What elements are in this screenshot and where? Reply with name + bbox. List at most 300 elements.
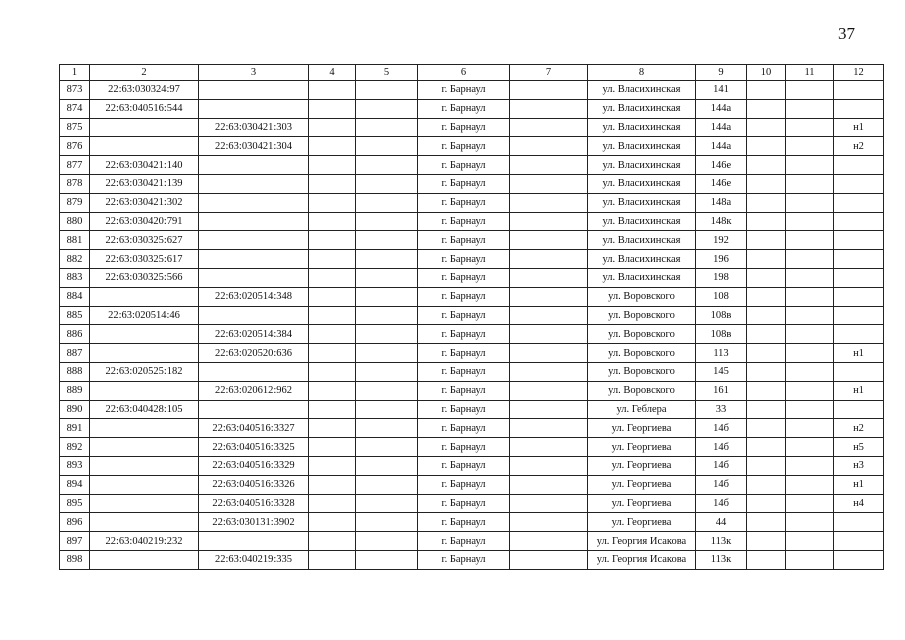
cell-cadastral-number-premises: 22:63:030131:3902 bbox=[199, 513, 309, 532]
cell-col-10 bbox=[747, 118, 786, 137]
cell-premises-note: н5 bbox=[834, 438, 884, 457]
cell-house-number: 14б bbox=[696, 456, 747, 475]
column-header-10: 10 bbox=[747, 65, 786, 81]
cell-cadastral-number-parcel: 22:63:030421:139 bbox=[90, 174, 199, 193]
cell-cadastral-number-premises bbox=[199, 532, 309, 551]
table-row bbox=[60, 268, 884, 287]
cell-cadastral-number-premises: 22:63:040516:3328 bbox=[199, 494, 309, 513]
column-header-8: 8 bbox=[588, 65, 696, 81]
cell-street: ул. Георгиева bbox=[588, 494, 696, 513]
cell-row-number: 877 bbox=[60, 156, 90, 175]
cell-col-10 bbox=[747, 362, 786, 381]
table-row bbox=[60, 212, 884, 231]
table-row bbox=[60, 456, 884, 475]
table-row bbox=[60, 231, 884, 250]
cell-col-11 bbox=[786, 250, 834, 269]
cell-row-number: 896 bbox=[60, 513, 90, 532]
table-row bbox=[60, 494, 884, 513]
column-header-1: 1 bbox=[60, 65, 90, 81]
cell-city: г. Барнаул bbox=[418, 137, 510, 156]
cell-cadastral-number-premises bbox=[199, 99, 309, 118]
cell-street: ул. Воровского bbox=[588, 381, 696, 400]
cell-col-11 bbox=[786, 156, 834, 175]
cell-premises-note bbox=[834, 156, 884, 175]
cell-col-10 bbox=[747, 287, 786, 306]
cell-street: ул. Власихинская bbox=[588, 268, 696, 287]
cell-col-11 bbox=[786, 381, 834, 400]
cell-city: г. Барнаул bbox=[418, 344, 510, 363]
cell-street: ул. Георгиева bbox=[588, 438, 696, 457]
cell-premises-note bbox=[834, 231, 884, 250]
cell-street: ул. Воровского bbox=[588, 325, 696, 344]
table-row bbox=[60, 550, 884, 569]
cell-cadastral-number-parcel: 22:63:030325:627 bbox=[90, 231, 199, 250]
table-header-row bbox=[60, 65, 884, 81]
cell-col-10 bbox=[747, 193, 786, 212]
cell-street: ул. Георгиева bbox=[588, 419, 696, 438]
cell-street: ул. Воровского bbox=[588, 344, 696, 363]
cell-city: г. Барнаул bbox=[418, 81, 510, 100]
cell-col-11 bbox=[786, 494, 834, 513]
cell-col-7 bbox=[510, 250, 588, 269]
cell-col-11 bbox=[786, 325, 834, 344]
cell-city: г. Барнаул bbox=[418, 212, 510, 231]
cell-col-10 bbox=[747, 306, 786, 325]
table-row bbox=[60, 344, 884, 363]
cell-cadastral-number-premises bbox=[199, 156, 309, 175]
cell-col-4 bbox=[309, 118, 356, 137]
cell-house-number: 113к bbox=[696, 550, 747, 569]
cell-street: ул. Георгия Исакова bbox=[588, 532, 696, 551]
column-header-2: 2 bbox=[90, 65, 199, 81]
cell-col-4 bbox=[309, 438, 356, 457]
cell-col-5 bbox=[356, 137, 418, 156]
cell-col-11 bbox=[786, 193, 834, 212]
cell-col-4 bbox=[309, 99, 356, 118]
cell-col-11 bbox=[786, 513, 834, 532]
cell-row-number: 895 bbox=[60, 494, 90, 513]
cell-street: ул. Георгия Исакова bbox=[588, 550, 696, 569]
cell-col-7 bbox=[510, 268, 588, 287]
cell-col-10 bbox=[747, 325, 786, 344]
table-row bbox=[60, 174, 884, 193]
cell-col-5 bbox=[356, 456, 418, 475]
cell-row-number: 891 bbox=[60, 419, 90, 438]
cell-col-7 bbox=[510, 156, 588, 175]
cell-cadastral-number-parcel bbox=[90, 118, 199, 137]
cell-col-7 bbox=[510, 494, 588, 513]
table-row bbox=[60, 137, 884, 156]
cell-city: г. Барнаул bbox=[418, 231, 510, 250]
cell-col-7 bbox=[510, 344, 588, 363]
cell-city: г. Барнаул bbox=[418, 287, 510, 306]
table-row bbox=[60, 513, 884, 532]
cell-col-10 bbox=[747, 81, 786, 100]
cell-col-10 bbox=[747, 99, 786, 118]
cell-street: ул. Власихинская bbox=[588, 174, 696, 193]
table-row bbox=[60, 438, 884, 457]
cell-cadastral-number-parcel: 22:63:020525:182 bbox=[90, 362, 199, 381]
cell-col-7 bbox=[510, 118, 588, 137]
cell-house-number: 113 bbox=[696, 344, 747, 363]
cell-cadastral-number-parcel: 22:63:030421:302 bbox=[90, 193, 199, 212]
cell-house-number: 108в bbox=[696, 325, 747, 344]
cell-col-4 bbox=[309, 381, 356, 400]
cell-col-5 bbox=[356, 231, 418, 250]
cell-col-11 bbox=[786, 550, 834, 569]
column-header-9: 9 bbox=[696, 65, 747, 81]
cell-city: г. Барнаул bbox=[418, 438, 510, 457]
cell-row-number: 892 bbox=[60, 438, 90, 457]
cell-cadastral-number-parcel: 22:63:040516:544 bbox=[90, 99, 199, 118]
cell-city: г. Барнаул bbox=[418, 118, 510, 137]
cell-house-number: 14б bbox=[696, 419, 747, 438]
cell-col-7 bbox=[510, 137, 588, 156]
cell-cadastral-number-parcel: 22:63:020514:46 bbox=[90, 306, 199, 325]
cell-cadastral-number-premises bbox=[199, 193, 309, 212]
cell-col-5 bbox=[356, 156, 418, 175]
table-row bbox=[60, 193, 884, 212]
cell-col-7 bbox=[510, 362, 588, 381]
cell-col-10 bbox=[747, 156, 786, 175]
cell-col-4 bbox=[309, 513, 356, 532]
cell-cadastral-number-premises bbox=[199, 400, 309, 419]
cell-premises-note bbox=[834, 550, 884, 569]
cell-cadastral-number-parcel bbox=[90, 475, 199, 494]
cell-house-number: 196 bbox=[696, 250, 747, 269]
page-number: 37 bbox=[838, 24, 855, 43]
cell-col-11 bbox=[786, 231, 834, 250]
cell-col-4 bbox=[309, 81, 356, 100]
cell-row-number: 881 bbox=[60, 231, 90, 250]
cell-street: ул. Георгиева bbox=[588, 513, 696, 532]
table-row bbox=[60, 532, 884, 551]
table-row bbox=[60, 99, 884, 118]
cell-col-7 bbox=[510, 193, 588, 212]
column-header-11: 11 bbox=[786, 65, 834, 81]
cell-row-number: 873 bbox=[60, 81, 90, 100]
cell-col-5 bbox=[356, 381, 418, 400]
cell-cadastral-number-parcel bbox=[90, 137, 199, 156]
cell-col-10 bbox=[747, 212, 786, 231]
cell-col-11 bbox=[786, 532, 834, 551]
cell-col-5 bbox=[356, 174, 418, 193]
table-row bbox=[60, 400, 884, 419]
column-header-3: 3 bbox=[199, 65, 309, 81]
cell-col-7 bbox=[510, 550, 588, 569]
cell-col-5 bbox=[356, 344, 418, 363]
cell-col-11 bbox=[786, 268, 834, 287]
cell-premises-note bbox=[834, 250, 884, 269]
cell-cadastral-number-parcel bbox=[90, 344, 199, 363]
column-header-6: 6 bbox=[418, 65, 510, 81]
cell-house-number: 108в bbox=[696, 306, 747, 325]
cell-cadastral-number-premises: 22:63:040516:3326 bbox=[199, 475, 309, 494]
table-row bbox=[60, 381, 884, 400]
cell-house-number: 33 bbox=[696, 400, 747, 419]
table-row bbox=[60, 475, 884, 494]
cell-street: ул. Геблера bbox=[588, 400, 696, 419]
cell-col-7 bbox=[510, 174, 588, 193]
cell-cadastral-number-premises: 22:63:020520:636 bbox=[199, 344, 309, 363]
cell-col-5 bbox=[356, 438, 418, 457]
cell-city: г. Барнаул bbox=[418, 419, 510, 438]
cell-row-number: 890 bbox=[60, 400, 90, 419]
table-row bbox=[60, 325, 884, 344]
cell-house-number: 141 bbox=[696, 81, 747, 100]
cell-premises-note bbox=[834, 306, 884, 325]
cell-col-10 bbox=[747, 456, 786, 475]
cell-premises-note bbox=[834, 212, 884, 231]
cell-col-10 bbox=[747, 174, 786, 193]
cell-cadastral-number-parcel bbox=[90, 456, 199, 475]
cell-col-4 bbox=[309, 362, 356, 381]
cell-cadastral-number-premises bbox=[199, 231, 309, 250]
cell-premises-note: н1 bbox=[834, 344, 884, 363]
cell-row-number: 897 bbox=[60, 532, 90, 551]
cell-col-5 bbox=[356, 400, 418, 419]
cell-col-11 bbox=[786, 212, 834, 231]
cell-city: г. Барнаул bbox=[418, 99, 510, 118]
cell-house-number: 144а bbox=[696, 118, 747, 137]
cell-col-5 bbox=[356, 419, 418, 438]
cell-street: ул. Власихинская bbox=[588, 231, 696, 250]
cell-premises-note bbox=[834, 513, 884, 532]
cell-row-number: 883 bbox=[60, 268, 90, 287]
cell-cadastral-number-premises bbox=[199, 268, 309, 287]
cell-street: ул. Власихинская bbox=[588, 81, 696, 100]
column-header-7: 7 bbox=[510, 65, 588, 81]
cell-premises-note bbox=[834, 268, 884, 287]
cell-cadastral-number-premises bbox=[199, 174, 309, 193]
cell-col-5 bbox=[356, 118, 418, 137]
cell-street: ул. Воровского bbox=[588, 287, 696, 306]
cell-premises-note: н1 bbox=[834, 381, 884, 400]
cell-col-4 bbox=[309, 250, 356, 269]
cell-col-5 bbox=[356, 532, 418, 551]
cell-cadastral-number-parcel: 22:63:030325:617 bbox=[90, 250, 199, 269]
cell-street: ул. Власихинская bbox=[588, 118, 696, 137]
cell-col-4 bbox=[309, 306, 356, 325]
cell-row-number: 876 bbox=[60, 137, 90, 156]
cell-col-7 bbox=[510, 400, 588, 419]
cell-cadastral-number-parcel bbox=[90, 550, 199, 569]
cell-cadastral-number-premises: 22:63:030421:304 bbox=[199, 137, 309, 156]
cell-row-number: 878 bbox=[60, 174, 90, 193]
cell-col-7 bbox=[510, 532, 588, 551]
cell-col-5 bbox=[356, 268, 418, 287]
cell-cadastral-number-parcel: 22:63:030325:566 bbox=[90, 268, 199, 287]
registry-table bbox=[59, 64, 884, 570]
cell-col-10 bbox=[747, 400, 786, 419]
cell-city: г. Барнаул bbox=[418, 400, 510, 419]
cell-col-4 bbox=[309, 231, 356, 250]
cell-premises-note bbox=[834, 325, 884, 344]
cell-col-11 bbox=[786, 137, 834, 156]
cell-city: г. Барнаул bbox=[418, 193, 510, 212]
cell-cadastral-number-premises: 22:63:020612:962 bbox=[199, 381, 309, 400]
cell-row-number: 874 bbox=[60, 99, 90, 118]
cell-cadastral-number-parcel bbox=[90, 438, 199, 457]
cell-col-10 bbox=[747, 268, 786, 287]
column-header-4: 4 bbox=[309, 65, 356, 81]
cell-house-number: 148к bbox=[696, 212, 747, 231]
cell-premises-note: н1 bbox=[834, 118, 884, 137]
cell-col-7 bbox=[510, 81, 588, 100]
cell-house-number: 44 bbox=[696, 513, 747, 532]
cell-col-7 bbox=[510, 99, 588, 118]
cell-premises-note bbox=[834, 193, 884, 212]
cell-col-5 bbox=[356, 475, 418, 494]
cell-city: г. Барнаул bbox=[418, 268, 510, 287]
cell-cadastral-number-parcel: 22:63:030421:140 bbox=[90, 156, 199, 175]
cell-col-10 bbox=[747, 513, 786, 532]
table-row bbox=[60, 306, 884, 325]
cell-cadastral-number-premises bbox=[199, 306, 309, 325]
table-row bbox=[60, 250, 884, 269]
cell-row-number: 893 bbox=[60, 456, 90, 475]
cell-street: ул. Георгиева bbox=[588, 475, 696, 494]
cell-city: г. Барнаул bbox=[418, 456, 510, 475]
cell-city: г. Барнаул bbox=[418, 306, 510, 325]
cell-col-11 bbox=[786, 306, 834, 325]
cell-city: г. Барнаул bbox=[418, 475, 510, 494]
cell-city: г. Барнаул bbox=[418, 250, 510, 269]
cell-city: г. Барнаул bbox=[418, 532, 510, 551]
cell-house-number: 146е bbox=[696, 156, 747, 175]
cell-col-10 bbox=[747, 475, 786, 494]
cell-col-5 bbox=[356, 212, 418, 231]
cell-col-5 bbox=[356, 325, 418, 344]
cell-house-number: 161 bbox=[696, 381, 747, 400]
cell-col-11 bbox=[786, 419, 834, 438]
cell-col-4 bbox=[309, 325, 356, 344]
cell-house-number: 145 bbox=[696, 362, 747, 381]
cell-row-number: 894 bbox=[60, 475, 90, 494]
cell-house-number: 144а bbox=[696, 99, 747, 118]
cell-row-number: 880 bbox=[60, 212, 90, 231]
cell-cadastral-number-premises: 22:63:040516:3327 bbox=[199, 419, 309, 438]
cell-col-4 bbox=[309, 550, 356, 569]
cell-col-5 bbox=[356, 494, 418, 513]
cell-cadastral-number-premises: 22:63:040219:335 bbox=[199, 550, 309, 569]
cell-col-7 bbox=[510, 212, 588, 231]
cell-premises-note bbox=[834, 362, 884, 381]
cell-house-number: 198 bbox=[696, 268, 747, 287]
table-row bbox=[60, 118, 884, 137]
cell-cadastral-number-parcel: 22:63:030324:97 bbox=[90, 81, 199, 100]
cell-col-10 bbox=[747, 532, 786, 551]
cell-col-11 bbox=[786, 287, 834, 306]
table-row bbox=[60, 287, 884, 306]
cell-col-11 bbox=[786, 344, 834, 363]
cell-cadastral-number-premises: 22:63:040516:3329 bbox=[199, 456, 309, 475]
table-row bbox=[60, 81, 884, 100]
cell-premises-note: н4 bbox=[834, 494, 884, 513]
cell-city: г. Барнаул bbox=[418, 325, 510, 344]
cell-col-5 bbox=[356, 99, 418, 118]
cell-col-5 bbox=[356, 362, 418, 381]
cell-cadastral-number-parcel bbox=[90, 494, 199, 513]
cell-premises-note bbox=[834, 174, 884, 193]
cell-col-5 bbox=[356, 250, 418, 269]
cell-street: ул. Власихинская bbox=[588, 250, 696, 269]
cell-row-number: 884 bbox=[60, 287, 90, 306]
cell-cadastral-number-parcel bbox=[90, 287, 199, 306]
cell-col-4 bbox=[309, 287, 356, 306]
cell-city: г. Барнаул bbox=[418, 156, 510, 175]
cell-premises-note bbox=[834, 400, 884, 419]
cell-col-5 bbox=[356, 513, 418, 532]
cell-cadastral-number-premises bbox=[199, 81, 309, 100]
cell-city: г. Барнаул bbox=[418, 550, 510, 569]
cell-col-7 bbox=[510, 513, 588, 532]
cell-col-7 bbox=[510, 306, 588, 325]
cell-street: ул. Воровского bbox=[588, 306, 696, 325]
cell-premises-note bbox=[834, 532, 884, 551]
cell-col-4 bbox=[309, 344, 356, 363]
cell-col-5 bbox=[356, 306, 418, 325]
cell-cadastral-number-parcel: 22:63:030420:791 bbox=[90, 212, 199, 231]
cell-house-number: 144а bbox=[696, 137, 747, 156]
table-row bbox=[60, 419, 884, 438]
cell-col-11 bbox=[786, 174, 834, 193]
cell-col-11 bbox=[786, 118, 834, 137]
cell-house-number: 148а bbox=[696, 193, 747, 212]
cell-col-11 bbox=[786, 456, 834, 475]
cell-row-number: 886 bbox=[60, 325, 90, 344]
cell-premises-note: н3 bbox=[834, 456, 884, 475]
cell-col-7 bbox=[510, 381, 588, 400]
cell-col-4 bbox=[309, 532, 356, 551]
cell-row-number: 888 bbox=[60, 362, 90, 381]
cell-street: ул. Власихинская bbox=[588, 99, 696, 118]
cell-col-4 bbox=[309, 419, 356, 438]
cell-col-11 bbox=[786, 438, 834, 457]
cell-row-number: 885 bbox=[60, 306, 90, 325]
cell-cadastral-number-premises: 22:63:020514:348 bbox=[199, 287, 309, 306]
table-row bbox=[60, 156, 884, 175]
cell-city: г. Барнаул bbox=[418, 362, 510, 381]
cell-house-number: 108 bbox=[696, 287, 747, 306]
cell-row-number: 898 bbox=[60, 550, 90, 569]
column-header-12: 12 bbox=[834, 65, 884, 81]
cell-col-10 bbox=[747, 250, 786, 269]
cell-col-7 bbox=[510, 438, 588, 457]
cell-col-7 bbox=[510, 231, 588, 250]
cell-city: г. Барнаул bbox=[418, 174, 510, 193]
cell-col-4 bbox=[309, 212, 356, 231]
cell-house-number: 14б bbox=[696, 475, 747, 494]
cell-col-7 bbox=[510, 456, 588, 475]
cell-city: г. Барнаул bbox=[418, 381, 510, 400]
cell-col-11 bbox=[786, 99, 834, 118]
table-body bbox=[60, 81, 884, 570]
cell-col-11 bbox=[786, 475, 834, 494]
cell-street: ул. Власихинская bbox=[588, 156, 696, 175]
cell-col-4 bbox=[309, 268, 356, 287]
cell-col-7 bbox=[510, 419, 588, 438]
cell-row-number: 887 bbox=[60, 344, 90, 363]
cell-city: г. Барнаул bbox=[418, 494, 510, 513]
cell-col-4 bbox=[309, 156, 356, 175]
cell-col-7 bbox=[510, 475, 588, 494]
cell-premises-note: н2 bbox=[834, 137, 884, 156]
cell-col-10 bbox=[747, 137, 786, 156]
cell-col-4 bbox=[309, 193, 356, 212]
cell-col-5 bbox=[356, 287, 418, 306]
cell-col-10 bbox=[747, 438, 786, 457]
